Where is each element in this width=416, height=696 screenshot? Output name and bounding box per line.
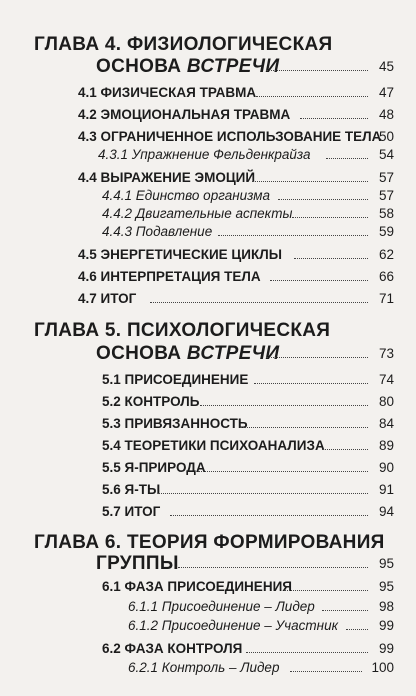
toc-entry-6-2-1[interactable] xyxy=(0,659,416,677)
entry-page: 62 xyxy=(378,247,394,262)
entry-label: 5.5 Я-ПРИРОДА xyxy=(102,460,206,475)
toc-entry-4-6[interactable] xyxy=(0,268,416,286)
entry-page: 66 xyxy=(378,269,394,284)
entry-page: 57 xyxy=(378,188,394,203)
chapter-4-page: 45 xyxy=(378,59,394,74)
leader-dots xyxy=(290,671,362,672)
entry-label: 5.6 Я-ТЫ xyxy=(102,482,161,497)
toc-entry-4-7[interactable] xyxy=(0,290,416,308)
entry-label: 4.3 ОГРАНИЧЕННОЕ ИСПОЛЬЗОВАНИЕ ТЕЛА xyxy=(78,129,382,144)
chapter-4-title-line2: ОСНОВА ВСТРЕЧИ xyxy=(96,56,280,77)
chapter-5-page: 73 xyxy=(378,346,394,361)
leader-dots xyxy=(254,383,368,384)
entry-label: 4.2 ЭМОЦИОНАЛЬНАЯ ТРАВМА xyxy=(78,107,291,122)
entry-label: 4.7 ИТОГ xyxy=(78,291,137,306)
leader-dots xyxy=(292,217,368,218)
entry-label: 6.1.1 Присоединение – Лидер xyxy=(128,599,315,614)
toc-entry-5-1[interactable] xyxy=(0,371,416,389)
entry-page: 99 xyxy=(378,618,394,633)
chapter-5-title-line2: ОСНОВА ВСТРЕЧИ xyxy=(96,343,280,364)
leader-dots xyxy=(218,235,368,236)
toc-entry-6-1-2[interactable] xyxy=(0,617,416,635)
chapter-4-page-row xyxy=(0,58,416,76)
toc-entry-4-5[interactable] xyxy=(0,246,416,264)
toc-entry-5-6[interactable] xyxy=(0,481,416,499)
leader-dots xyxy=(346,629,368,630)
chapter-5-page-row xyxy=(0,345,416,363)
toc-entry-4-4-1[interactable] xyxy=(0,187,416,205)
chapter-6-page-row xyxy=(0,555,416,573)
toc-entry-5-4[interactable] xyxy=(0,437,416,455)
toc-entry-4-1[interactable] xyxy=(0,84,416,102)
entry-page: 94 xyxy=(378,504,394,519)
entry-label: 6.1.2 Присоединение – Участник xyxy=(128,618,338,633)
leader-dots xyxy=(252,181,368,182)
leader-dots xyxy=(322,449,368,450)
leader-dots xyxy=(170,515,368,516)
entry-page: 54 xyxy=(378,147,394,162)
entry-page: 58 xyxy=(378,206,394,221)
entry-label: 6.1 ФАЗА ПРИСОЕДИНЕНИЯ xyxy=(102,579,292,594)
leader-dots xyxy=(266,70,368,71)
toc-entry-5-5[interactable] xyxy=(0,459,416,477)
entry-label: 4.6 ИНТЕРПРЕТАЦИЯ ТЕЛА xyxy=(78,269,261,284)
toc-entry-6-1[interactable] xyxy=(0,578,416,596)
entry-label: 5.1 ПРИСОЕДИНЕНИЕ xyxy=(102,372,249,387)
chapter-6-title-line2: ГРУППЫ xyxy=(96,553,179,574)
entry-page: 90 xyxy=(378,460,394,475)
leader-dots xyxy=(270,280,368,281)
chapter-5-title-line1: ГЛАВА 5. ПСИХОЛОГИЧЕСКАЯ xyxy=(34,320,331,341)
toc-entry-4-3-1[interactable] xyxy=(0,146,416,164)
leader-dots xyxy=(266,357,368,358)
toc-entry-4-4-2[interactable] xyxy=(0,205,416,223)
entry-page: 84 xyxy=(378,416,394,431)
entry-page: 99 xyxy=(378,641,394,656)
entry-label: 6.2.1 Контроль – Лидер xyxy=(128,660,280,675)
entry-page: 50 xyxy=(378,129,394,144)
leader-dots xyxy=(256,96,368,97)
entry-page: 71 xyxy=(378,291,394,306)
entry-page: 95 xyxy=(378,579,394,594)
entry-page: 98 xyxy=(378,599,394,614)
entry-label: 4.1 ФИЗИЧЕСКАЯ ТРАВМА xyxy=(78,85,257,100)
toc-entry-4-4[interactable] xyxy=(0,169,416,187)
entry-page: 47 xyxy=(378,85,394,100)
entry-label: 4.4.3 Подавление xyxy=(102,224,213,239)
toc-entry-5-3[interactable] xyxy=(0,415,416,433)
leader-dots xyxy=(284,590,368,591)
entry-label: 5.4 ТЕОРЕТИКИ ПСИХОАНАЛИЗА xyxy=(102,438,325,453)
entry-label: 6.2 ФАЗА КОНТРОЛЯ xyxy=(102,641,243,656)
leader-dots xyxy=(150,302,368,303)
toc-entry-4-2[interactable] xyxy=(0,106,416,124)
leader-dots xyxy=(326,158,368,159)
toc-entry-5-2[interactable] xyxy=(0,393,416,411)
entry-page: 59 xyxy=(378,224,394,239)
leader-dots xyxy=(278,199,368,200)
entry-page: 57 xyxy=(378,170,394,185)
leader-dots xyxy=(200,405,368,406)
toc-entry-6-2[interactable] xyxy=(0,640,416,658)
leader-dots xyxy=(322,610,368,611)
entry-label: 4.4.2 Двигательные аспекты xyxy=(102,206,293,221)
toc-entry-4-4-3[interactable] xyxy=(0,223,416,241)
leader-dots xyxy=(294,258,368,259)
entry-label: 4.3.1 Упражнение Фельденкрайза xyxy=(98,147,311,162)
toc-entry-4-3[interactable] xyxy=(0,128,416,146)
entry-label: 5.3 ПРИВЯЗАННОСТЬ xyxy=(102,416,248,431)
toc-entry-5-7[interactable] xyxy=(0,503,416,521)
chapter-6-title-line1: ГЛАВА 6. ТЕОРИЯ ФОРМИРОВАНИЯ xyxy=(34,532,385,553)
entry-label: 4.5 ЭНЕРГЕТИЧЕСКИЕ ЦИКЛЫ xyxy=(78,247,282,262)
chapter-6-page: 95 xyxy=(378,556,394,571)
entry-label: 5.2 КОНТРОЛЬ xyxy=(102,394,200,409)
entry-label: 4.4 ВЫРАЖЕНИЕ ЭМОЦИЙ xyxy=(78,170,256,185)
entry-page: 100 xyxy=(371,660,394,675)
leader-dots xyxy=(198,471,368,472)
entry-page: 80 xyxy=(378,394,394,409)
entry-page: 89 xyxy=(378,438,394,453)
entry-page: 91 xyxy=(378,482,394,497)
toc-entry-6-1-1[interactable] xyxy=(0,598,416,616)
entry-label: 5.7 ИТОГ xyxy=(102,504,161,519)
entry-label: 4.4.1 Единство организма xyxy=(102,188,271,203)
leader-dots xyxy=(300,118,368,119)
entry-page: 74 xyxy=(378,372,394,387)
leader-dots xyxy=(158,493,368,494)
leader-dots xyxy=(178,567,368,568)
entry-page: 48 xyxy=(378,107,394,122)
chapter-4-title-line1: ГЛАВА 4. ФИЗИОЛОГИЧЕСКАЯ xyxy=(34,34,333,55)
leader-dots xyxy=(246,652,368,653)
leader-dots xyxy=(240,427,368,428)
